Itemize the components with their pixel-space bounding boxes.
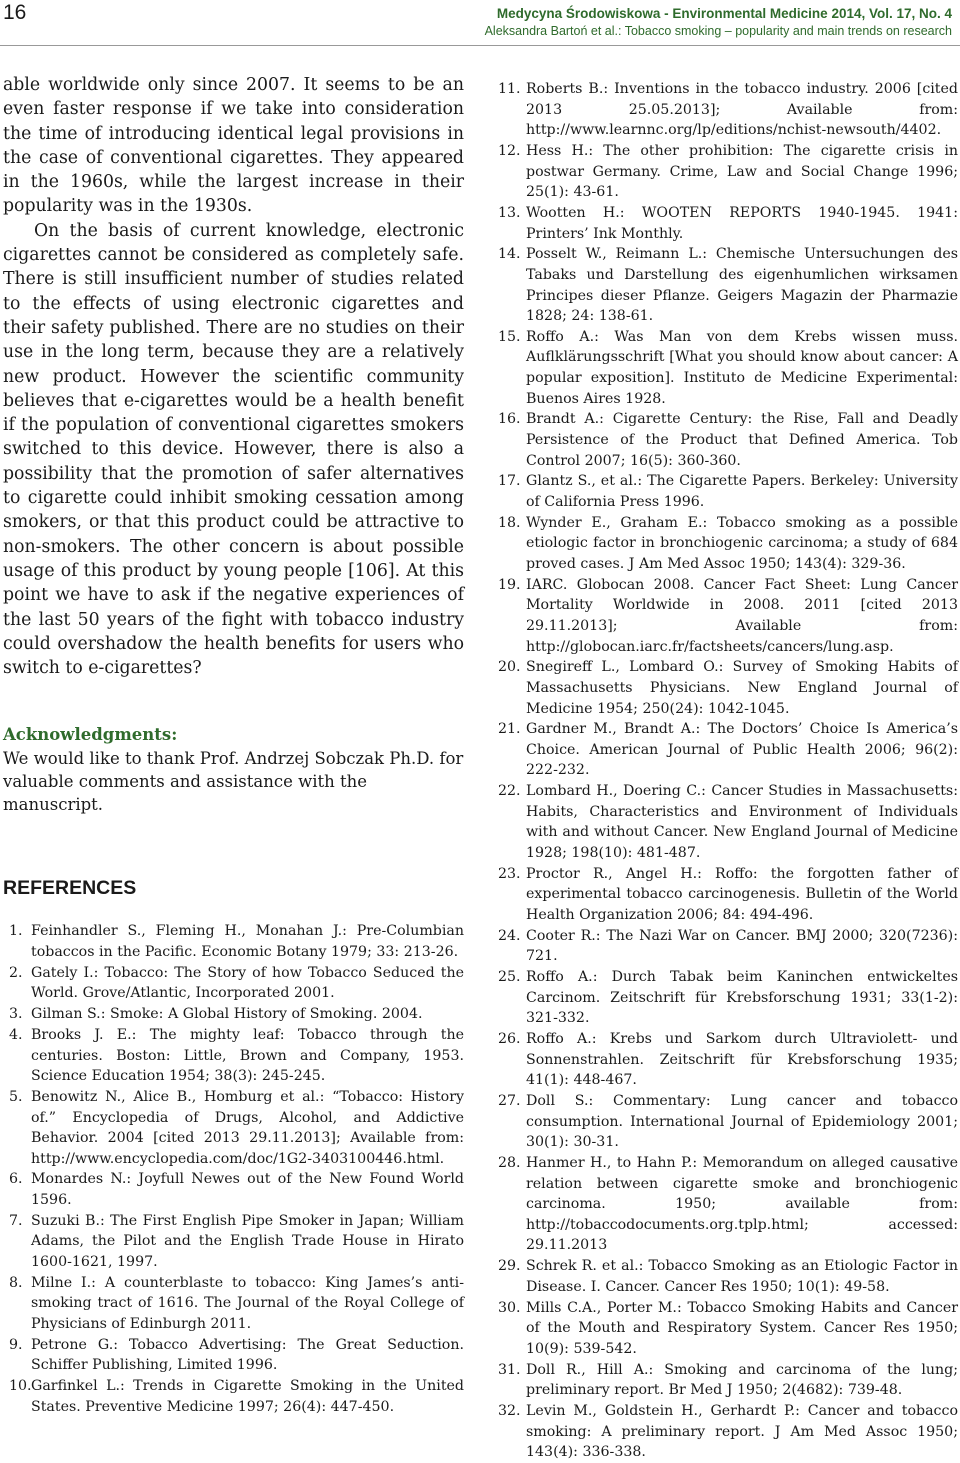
reference-number: 3. [9, 1006, 23, 1023]
acknowledgments-heading: Acknowledgments: [3, 725, 178, 745]
reference-item [498, 1298, 958, 1360]
reference-number: 32. [498, 1402, 521, 1419]
reference-number: 1. [9, 923, 23, 940]
reference-item [498, 141, 958, 203]
reference-item [3, 1004, 464, 1025]
page-header [0, 0, 960, 50]
reference-text: Wootten H.: WOOTEN REPORTS 1940-1945. 1941: Printers’ Ink Monthly. [526, 204, 958, 242]
reference-number: 19. [498, 576, 521, 593]
reference-number: 26. [498, 1031, 521, 1048]
reference-item [498, 781, 958, 863]
reference-number: 10. [9, 1378, 32, 1395]
reference-item [3, 963, 464, 1004]
reference-text: Snegireff L., Lombard O.: Survey of Smoking Habits of Massachusetts Physicians. New England Journal of Medicine 1954; 250(24): 1042-1045. [526, 659, 958, 717]
reference-text: Wynder E., Graham E.: Tobacco smoking as a possible etiologic factor in bronchiogenic carcinoma; a study of 684 proved cases. J Am Med Assoc 1950; 143(4): 329-36. [526, 514, 958, 572]
reference-text: Roberts B.: Inventions in the tobacco industry. 2006 [cited 2013 25.05.2013]; Available from: http://www.learnnc.org/lp/editions/nchist-newsouth/4402. [526, 81, 958, 139]
reference-item [498, 471, 958, 512]
reference-text: Schrek R. et al.: Tobacco Smoking as an Etiologic Factor in Disease. I. Cancer. Cancer Res 1950; 10(1): 49-58. [526, 1258, 958, 1295]
reference-text: Benowitz N., Alice B., Homburg et al.: “Tobacco: History of.” Encyclopedia of Drugs, Alcohol, and Addictive Behavior. 2004 [cited 2013 29.11.2013]; Available from: http://www.encyclopedia.com/doc/1G2-3403100446.html. [31, 1088, 464, 1167]
reference-text: Brooks J. E.: The mighty leaf: Tobacco through the centuries. Boston: Little, Brown and Company, 1953. Science Education 1954; 38(3): 245-245. [31, 1026, 464, 1085]
reference-number: 15. [498, 328, 521, 345]
reference-item [3, 1211, 464, 1273]
reference-item [3, 921, 464, 962]
reference-number: 22. [498, 783, 521, 800]
reference-number: 9. [9, 1336, 23, 1353]
running-title: Aleksandra Bartoń et al.: Tobacco smoking – popularity and main trends on research [484, 24, 952, 38]
reference-number: 23. [498, 865, 521, 882]
reference-item [498, 513, 958, 575]
reference-text: Gilman S.: Smoke: A Global History of Smoking. 2004. [31, 1006, 423, 1023]
reference-text: Petrone G.: Tobacco Advertising: The Great Seduction. Schiffer Publishing, Limited 1996. [31, 1336, 464, 1374]
reference-text: Roffo A.: Durch Tabak beim Kaninchen entwickeltes Carcinom. Zeitschrift für Krebsforschung 1931; 33(1-2): 321-332. [526, 969, 958, 1027]
reference-number: 29. [498, 1258, 521, 1275]
reference-number: 21. [498, 721, 521, 738]
reference-text: Doll R., Hill A.: Smoking and carcinoma of the lung; preliminary report. Br Med J 1950; 2(4682): 739-48. [526, 1361, 958, 1399]
header-rule [0, 45, 960, 46]
reference-number: 8. [9, 1274, 23, 1291]
reference-number: 27. [498, 1093, 521, 1110]
reference-text: IARC. Globocan 2008. Cancer Fact Sheet: Lung Cancer Mortality Worldwide in 2008. 2011 [cited 2013 29.11.2013]; Available from: http://globocan.iarc.fr/factsheets/cancers/lung.asp. [526, 576, 958, 655]
body-paragraph-2: On the basis of current knowledge, electronic cigarettes cannot be considered as completely safe. There is still insufficient number of studies related to the effects of using electronic cigarettes and their safety published. There are no studies on their use in the long term, because they are a relatively new product. However the scientific community believes that e-cigarettes would be a health benefit if the population of conventional cigarettes smokers switched to this device. However, there is also a possibility that the promotion of safer alternatives to cigarette could inhibit smoking cessation among smokers, or that this product could be attractive to non-smokers. The other concern is about possible usage of this product by young people [106]. At this point we have to ask if the negative experiences of the last 50 years of the fight with tobacco industry could overshadow the health benefits for users who switch to e-cigarettes? [3, 220, 464, 679]
reference-item [498, 327, 958, 409]
reference-item [498, 719, 958, 781]
reference-number: 30. [498, 1299, 521, 1316]
reference-item [3, 1025, 464, 1087]
reference-text: Levin M., Goldstein H., Gerhardt P.: Cancer and tobacco smoking: A preliminary report. J Am Med Assoc 1950; 143(4): 336-338. [526, 1402, 958, 1461]
reference-item [3, 1335, 464, 1376]
reference-text: Cooter R.: The Nazi War on Cancer. BMJ 2000; 320(7236): 721. [526, 927, 958, 965]
body-paragraph-1: able worldwide only since 2007. It seems to be an even faster response if we take into consideration the time of introducing identical legal provisions in the case of conventional cigarettes. They appeared in the 1960s, while the largest increase in their popularity was in the 1930s. [3, 75, 464, 217]
reference-number: 5. [9, 1088, 23, 1105]
reference-text: Posselt W., Reimann L.: Chemische Untersuchungen des Tabaks und Darstellung des eigenhumlichen wirksamen Principes dieser Pflanze. Geigers Magazin der Pharmazie 1828; 24: 138-61. [526, 246, 958, 325]
journal-title: Medycyna Środowiskowa - Environmental Medicine 2014, Vol. 17, No. 4 [496, 6, 952, 21]
reference-text: Hanmer H., to Hahn P.: Memorandum on alleged causative relation between cigarette smoke and bronchiogenic carcinoma. 1950; available from: http://tobaccodocuments.org.tplp.html; accessed: 29.11.2013 [526, 1155, 958, 1254]
reference-item [498, 203, 958, 244]
reference-item [498, 244, 958, 326]
right-column [498, 79, 958, 1463]
reference-text: Gately I.: Tobacco: The Story of how Tobacco Seduced the World. Grove/Atlantic, Incorporated 2001. [31, 964, 464, 1002]
reference-number: 18. [498, 514, 521, 531]
reference-number: 16. [498, 411, 521, 428]
reference-text: Roffo A.: Was Man von dem Krebs wissen muss. Auflklärungsschrift [What you should know about cancer: A popular exposition]. Instituto de Medicine Experimental: Buenos Aires 1928. [526, 328, 958, 407]
reference-text: Garfinkel L.: Trends in Cigarette Smoking in the United States. Preventive Medicine 1997; 26(4): 447-450. [31, 1378, 464, 1415]
reference-text: Hess H.: The other prohibition: The cigarette crisis in postwar Germany. Crime, Law and Social Change 1996; 25(1): 43-61. [526, 142, 958, 201]
reference-item [3, 1087, 464, 1169]
reference-item [498, 1029, 958, 1091]
reference-number: 12. [498, 142, 521, 159]
reference-item [498, 967, 958, 1029]
reference-number: 24. [498, 927, 521, 944]
reference-text: Proctor R., Angel H.: Roffo: the forgotten father of experimental tobacco carcinogenesis. Bulletin of the World Health Organization 2006; 84: 494-496. [526, 865, 958, 923]
reference-list-right [498, 79, 958, 1463]
reference-item [498, 1256, 958, 1297]
reference-text: Feinhandler S., Fleming H., Monahan J.: Pre-Columbian tobaccos in the Pacific. Economic Botany 1979; 33: 213-26. [31, 923, 464, 961]
reference-item [498, 926, 958, 967]
reference-list-left [3, 921, 464, 1417]
references-heading: REFERENCES [3, 877, 137, 900]
reference-number: 11. [498, 81, 521, 97]
reference-number: 6. [9, 1171, 23, 1188]
reference-item [498, 1360, 958, 1401]
acknowledgments-text: We would like to thank Prof. Andrzej Sobczak Ph.D. for valuable comments and assistance with the manuscript. [3, 749, 464, 815]
reference-text: Milne I.: A counterblaste to tobacco: King James’s anti-smoking tract of 1616. The Journal of the Royal College of Physicians of Edinburgh 2011. [31, 1274, 464, 1333]
reference-number: 4. [9, 1026, 23, 1043]
reference-item [498, 1401, 958, 1463]
reference-number: 31. [498, 1361, 521, 1378]
reference-item [498, 864, 958, 926]
reference-item [498, 575, 958, 657]
reference-number: 17. [498, 473, 521, 490]
reference-text: Brandt A.: Cigarette Century: the Rise, Fall and Deadly Persistence of the Product that Defined America. Tob Control 2007; 16(5): 360-360. [526, 411, 958, 469]
reference-number: 20. [498, 659, 521, 676]
reference-item [498, 409, 958, 471]
page-number: 16 [3, 1, 27, 24]
reference-item [498, 1091, 958, 1153]
reference-item [498, 1153, 958, 1256]
reference-text: Monardes N.: Joyfull Newes out of the New Found World 1596. [31, 1171, 464, 1209]
reference-item [3, 1273, 464, 1335]
reference-text: Suzuki B.: The First English Pipe Smoker in Japan; William Adams, the Pilot and the English Trade House in Hirato 1600-1621, 1997. [31, 1212, 464, 1271]
reference-text: Lombard H., Doering C.: Cancer Studies in Massachusetts: Habits, Characteristics and Environment of Individuals with and without Cancer. New England Journal of Medicine 1928; 198(10): 481-487. [526, 783, 958, 862]
reference-item [3, 1169, 464, 1210]
reference-text: Mills C.A., Porter M.: Tobacco Smoking Habits and Cancer of the Mouth and Respiratory System. Cancer Res 1950; 10(9): 539-542. [526, 1299, 958, 1357]
reference-number: 14. [498, 246, 521, 263]
reference-text: Doll S.: Commentary: Lung cancer and tobacco consumption. International Journal of Epidemiology 2001; 30(1): 30-31. [526, 1093, 958, 1151]
reference-item [498, 79, 958, 141]
reference-number: 2. [9, 964, 23, 981]
reference-text: Roffo A.: Krebs und Sarkom durch Ultraviolett- und Sonnenstrahlen. Zeitschrift für Krebsforschung 1935; 41(1): 448-467. [526, 1031, 958, 1089]
reference-number: 28. [498, 1155, 521, 1172]
reference-item [498, 657, 958, 719]
reference-text: Glantz S., et al.: The Cigarette Papers. Berkeley: University of California Press 1996. [526, 473, 958, 510]
left-column [3, 73, 464, 1418]
reference-text: Gardner M., Brandt A.: The Doctors’ Choice Is America’s Choice. American Journal of Public Health 2006; 96(2): 222-232. [526, 721, 958, 779]
reference-number: 13. [498, 204, 521, 221]
reference-number: 7. [9, 1212, 23, 1229]
reference-number: 25. [498, 969, 521, 986]
